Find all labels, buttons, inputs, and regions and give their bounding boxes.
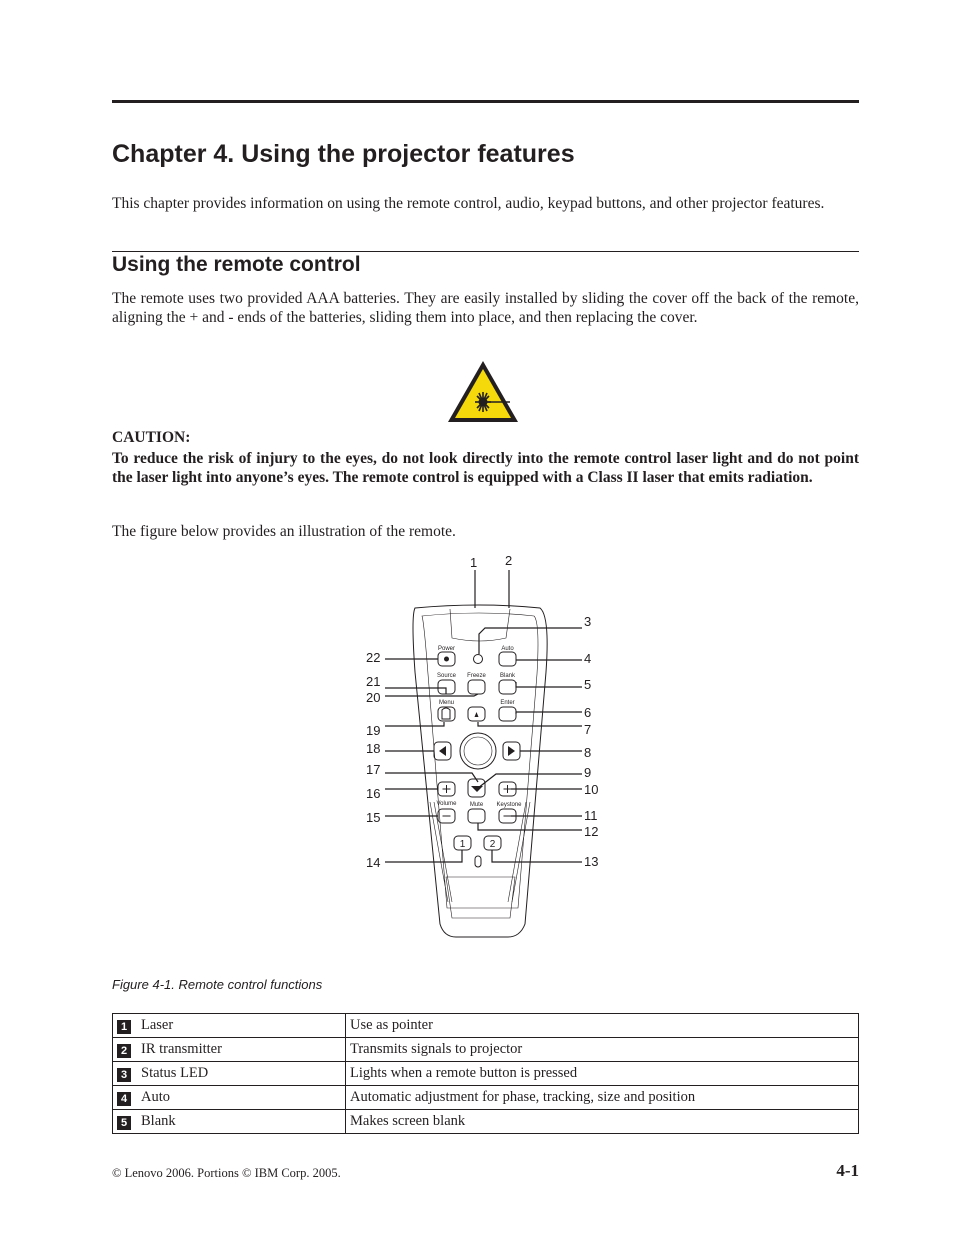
callout-20: 20 <box>366 690 381 705</box>
function-name-cell <box>113 1062 346 1086</box>
intro-paragraph: This chapter provides information on using the remote control, audio, keypad buttons, and other projector features. <box>112 195 825 212</box>
function-description: Transmits signals to projector <box>346 1038 859 1062</box>
row-number-badge: 1 <box>117 1020 131 1034</box>
figure-intro: The figure below provides an illustration of the remote. <box>112 523 456 540</box>
function-description: Makes screen blank <box>346 1110 859 1134</box>
callout-21: 21 <box>366 674 381 689</box>
table-row <box>113 1062 859 1086</box>
page-number: 4-1 <box>836 1161 859 1180</box>
callout-3: 3 <box>584 614 592 629</box>
callout-18: 18 <box>366 741 381 756</box>
callout-10: 10 <box>584 782 599 797</box>
table-row <box>113 1038 859 1062</box>
table-row <box>113 1110 859 1134</box>
volume-label: Volume <box>436 801 457 807</box>
menu-label: Menu <box>438 700 455 706</box>
section-rule <box>112 251 859 252</box>
callout-1: 1 <box>470 555 478 570</box>
function-name-cell <box>113 1110 346 1134</box>
callout-8: 8 <box>584 745 592 760</box>
function-name-cell <box>113 1038 346 1062</box>
function-name: Blank <box>141 1113 176 1129</box>
top-rule <box>112 100 859 103</box>
section-title: Using the remote control <box>112 253 361 276</box>
row-number-badge: 3 <box>117 1068 131 1082</box>
battery-paragraph: The remote uses two provided AAA batteries. They are easily installed by sliding the cover off the back of the remote, aligning the + and - ends of the batteries, sliding them into place, and then replacing the cover. <box>112 290 859 326</box>
row-number-badge: 5 <box>117 1116 131 1130</box>
callout-13: 13 <box>584 854 599 869</box>
function-name: Auto <box>141 1089 170 1105</box>
callout-9: 9 <box>584 765 592 780</box>
callout-7: 7 <box>584 722 592 737</box>
function-name: Laser <box>141 1017 174 1033</box>
button-2-label: 2 <box>489 839 496 850</box>
blank-label: Blank <box>499 673 516 679</box>
source-label: Source <box>436 673 457 679</box>
function-name: Status LED <box>141 1065 209 1081</box>
figure-caption: Figure 4-1. Remote control functions <box>112 977 323 992</box>
callout-5: 5 <box>584 677 592 692</box>
function-description: Use as pointer <box>346 1014 859 1038</box>
function-name-cell <box>113 1086 346 1110</box>
caution-label: CAUTION: <box>112 429 191 446</box>
table-row <box>113 1086 859 1110</box>
callout-22: 22 <box>366 650 381 665</box>
function-description: Automatic adjustment for phase, tracking, size and position <box>346 1086 859 1110</box>
caution-text: To reduce the risk of injury to the eyes, do not look directly into the remote control laser light and do not point the laser light into anyone’s eyes. The remote control is equipped with a Class II laser that emits radiation. <box>112 450 859 486</box>
mute-label: Mute <box>469 802 484 808</box>
callout-12: 12 <box>584 824 599 839</box>
chapter-title: Chapter 4. Using the projector features <box>112 140 575 168</box>
callout-15: 15 <box>366 810 381 825</box>
table-row <box>113 1014 859 1038</box>
freeze-label: Freeze <box>467 673 486 679</box>
remote-functions-table <box>112 1013 859 1134</box>
row-number-badge: 2 <box>117 1044 131 1058</box>
row-number-badge: 4 <box>117 1092 131 1106</box>
keystone-label: Keystone <box>496 802 522 808</box>
enter-label: Enter <box>500 700 515 706</box>
callout-14: 14 <box>366 855 381 870</box>
copyright-footer: © Lenovo 2006. Portions © IBM Corp. 2005. <box>112 1166 341 1180</box>
auto-label: Auto <box>501 646 514 652</box>
function-description: Lights when a remote button is pressed <box>346 1062 859 1086</box>
callout-4: 4 <box>584 651 592 666</box>
function-name: IR transmitter <box>141 1041 222 1057</box>
remote-control-figure <box>360 552 620 944</box>
callout-19: 19 <box>366 723 381 738</box>
laser-warning-icon <box>446 359 520 424</box>
callout-2: 2 <box>505 553 513 568</box>
button-1-label: 1 <box>459 839 466 850</box>
callout-6: 6 <box>584 705 592 720</box>
callout-16: 16 <box>366 786 381 801</box>
power-label: Power <box>437 646 456 652</box>
callout-17: 17 <box>366 762 381 777</box>
callout-11: 11 <box>584 808 598 823</box>
function-name-cell <box>113 1014 346 1038</box>
